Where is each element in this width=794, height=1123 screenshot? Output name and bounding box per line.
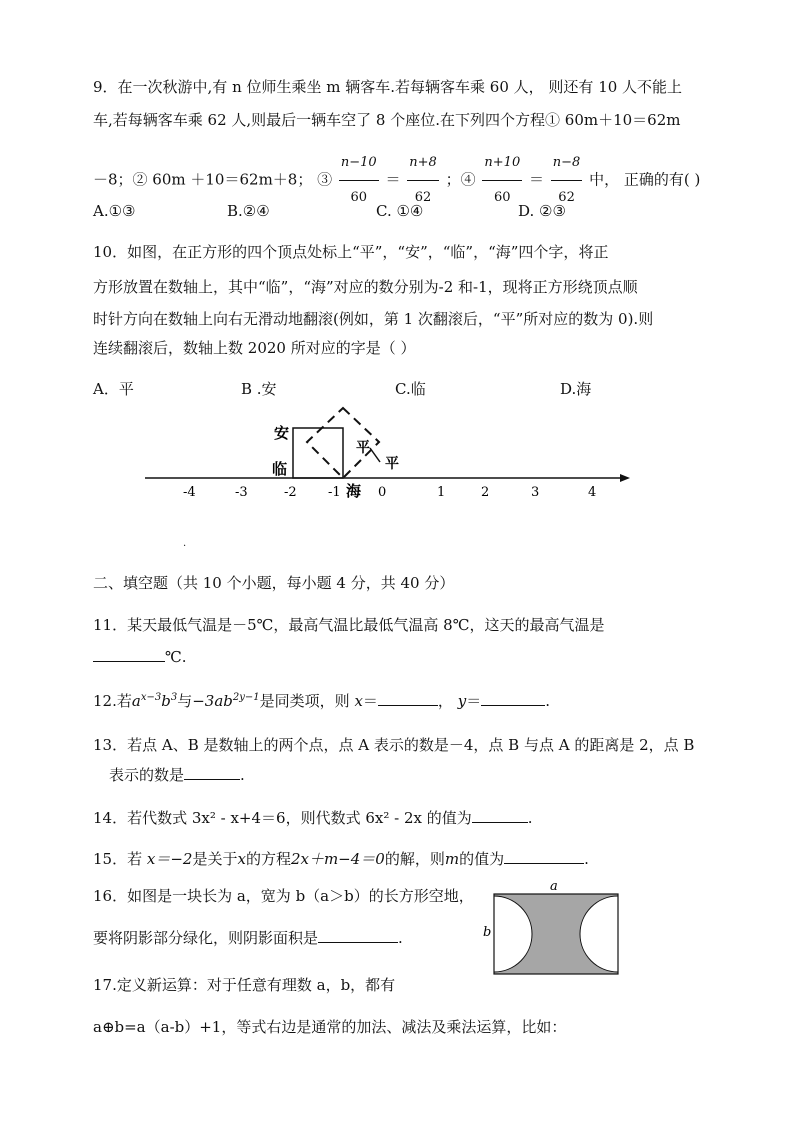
label-b: b	[483, 925, 492, 940]
q16-line1: 16．如图是一块长为 a，宽为 b（a＞b）的长方形空地，	[93, 887, 474, 905]
q15-line	[93, 849, 589, 869]
tick-label: 2	[481, 485, 490, 500]
q10-line4: 连续翻滚后，数轴上数 2020 所对应的字是（ ）	[93, 339, 416, 357]
label-a: a	[550, 879, 558, 894]
term-1: $a^{x-3}b^3$	[131, 692, 178, 710]
tick-label: 4	[588, 485, 597, 500]
fraction-1: $\frac{n-10}{60}$	[339, 146, 379, 215]
q15-condition: x＝−2	[146, 850, 193, 868]
tick-label: -2	[284, 485, 297, 500]
pointer-arrow	[370, 448, 380, 462]
q10-option-a: A．平	[93, 380, 134, 398]
var-m: m	[444, 850, 460, 868]
q9-option-c: C. ①④	[376, 202, 424, 220]
tick-labels	[183, 485, 596, 500]
q17-line2: a⊕b=a（a-b）+1，等式右边是通常的加法、减法及乘法运算，比如：	[93, 1018, 567, 1036]
q9-tail: 中， 正确的有( )	[589, 170, 701, 189]
q9-option-d: D. ②③	[518, 202, 566, 220]
q10-line1: 10．如图，在正方形的四个顶点处标上“平”，“安”，“临”，“海”四个字，将正	[93, 243, 609, 261]
label-lin: 临	[272, 460, 288, 478]
q12-and: 与	[177, 692, 193, 710]
label-ping-2: 平	[385, 456, 399, 472]
equals: ＝	[529, 170, 545, 189]
fraction-4: $\frac{n-8}{62}$	[551, 146, 583, 215]
answer-blank[interactable]	[504, 849, 584, 864]
q15-text: 的值为	[459, 850, 505, 868]
q16-text: 要将阴影部分绿化，则阴影面积是	[93, 929, 319, 947]
answer-blank[interactable]	[184, 765, 240, 780]
q11-line1: 11．某天最低气温是－5℃，最高气温比最低气温高 8℃，这天的最高气温是	[93, 616, 605, 634]
q9-line3-start: －8；② 60m ＋10＝62m＋8； ③	[93, 170, 333, 189]
tick-label: 1	[437, 485, 446, 500]
period: .	[545, 692, 550, 710]
q10-option-c: C.临	[395, 380, 426, 398]
q9-line1: 9．在一次秋游中,有 n 位师生乘坐 m 辆客车.若每辆客车乘 60 人， 则还有 10 人不能上	[93, 78, 683, 96]
var-x: x	[237, 850, 246, 868]
period: .	[398, 929, 403, 947]
answer-blank-x[interactable]	[378, 691, 438, 706]
q13-text: 表示的数是	[109, 766, 185, 784]
number-line-arrow	[620, 474, 630, 482]
q10-line3: 时针方向在数轴上向右无滑动地翻滚(例如，第 1 次翻滚后，“平”所对应的数为 0).则	[93, 310, 654, 328]
period: .	[584, 850, 589, 868]
q17-line1: 17.定义新运算：对于任意有理数 a，b，都有	[93, 976, 396, 994]
q16-line2	[93, 928, 403, 948]
q10-line2: 方形放置在数轴上，其中“临”，“海”对应的数分别为-2 和-1，现将正方形绕顶点顺	[93, 278, 638, 296]
rectangle-figure	[478, 878, 628, 978]
q9-option-b: B.②④	[227, 202, 270, 220]
q10-option-d: D.海	[560, 380, 592, 398]
answer-blank[interactable]	[93, 647, 165, 662]
q12-text: 是同类项，则	[259, 692, 350, 710]
tick-label: -3	[235, 485, 248, 500]
term-2: $-3ab^{2y-1}$	[192, 692, 260, 710]
q14-text: 14．若代数式 3x² - x+4＝6，则代数式 6x² - 2x 的值为	[93, 809, 472, 827]
equals: ＝	[385, 170, 401, 189]
q15-prefix: 15．若	[93, 850, 143, 868]
var-y: y	[457, 692, 467, 710]
label-an: 安	[274, 424, 290, 442]
q11-unit: ℃.	[165, 648, 187, 666]
tick-label: -4	[183, 485, 196, 500]
label-ping-1: 平	[356, 440, 370, 456]
q15-text: 是关于	[192, 850, 238, 868]
answer-blank-y[interactable]	[481, 691, 545, 706]
equals: ＝	[466, 692, 482, 710]
number-line-figure	[0, 400, 794, 510]
q12-prefix: 12.若	[93, 692, 132, 710]
fraction-3: $\frac{n+10}{60}$	[482, 146, 522, 215]
answer-blank[interactable]	[472, 808, 528, 823]
tick-label: 0	[378, 485, 387, 500]
q13-line2	[109, 765, 245, 785]
stray-dot: .	[183, 538, 187, 549]
fraction-2: $\frac{n+8}{62}$	[407, 146, 439, 215]
section-title: 二、填空题（共 10 个小题，每小题 4 分，共 40 分）	[93, 574, 455, 592]
q14-line	[93, 808, 533, 828]
var-x: x	[354, 692, 363, 710]
q13-line1: 13．若点 A、B 是数轴上的两个点，点 A 表示的数是－4，点 B 与点 A 的距离是 2，点 B	[93, 736, 695, 754]
tick-label: -1	[328, 485, 341, 500]
q9-option-a: A.①③	[93, 202, 136, 220]
q12-line	[93, 688, 550, 711]
q11-line2	[93, 647, 187, 667]
q15-text: 的方程	[245, 850, 291, 868]
label-hai: 海	[346, 482, 362, 500]
q10-option-b: B .安	[241, 380, 277, 398]
period: .	[240, 766, 245, 784]
q15-equation: 2x＋m−4＝0	[290, 850, 385, 868]
answer-blank[interactable]	[318, 928, 398, 943]
q15-text: 的解，则	[384, 850, 445, 868]
equals: ＝	[362, 692, 378, 710]
q9-line2: 车,若每辆客车乘 62 人,则最后一辆车空了 8 个座位.在下列四个方程① 60m＋10＝62m	[93, 111, 681, 129]
separator: ；④	[445, 170, 476, 189]
tick-label: 3	[531, 485, 540, 500]
period: .	[527, 809, 533, 827]
separator: ，	[437, 692, 453, 710]
